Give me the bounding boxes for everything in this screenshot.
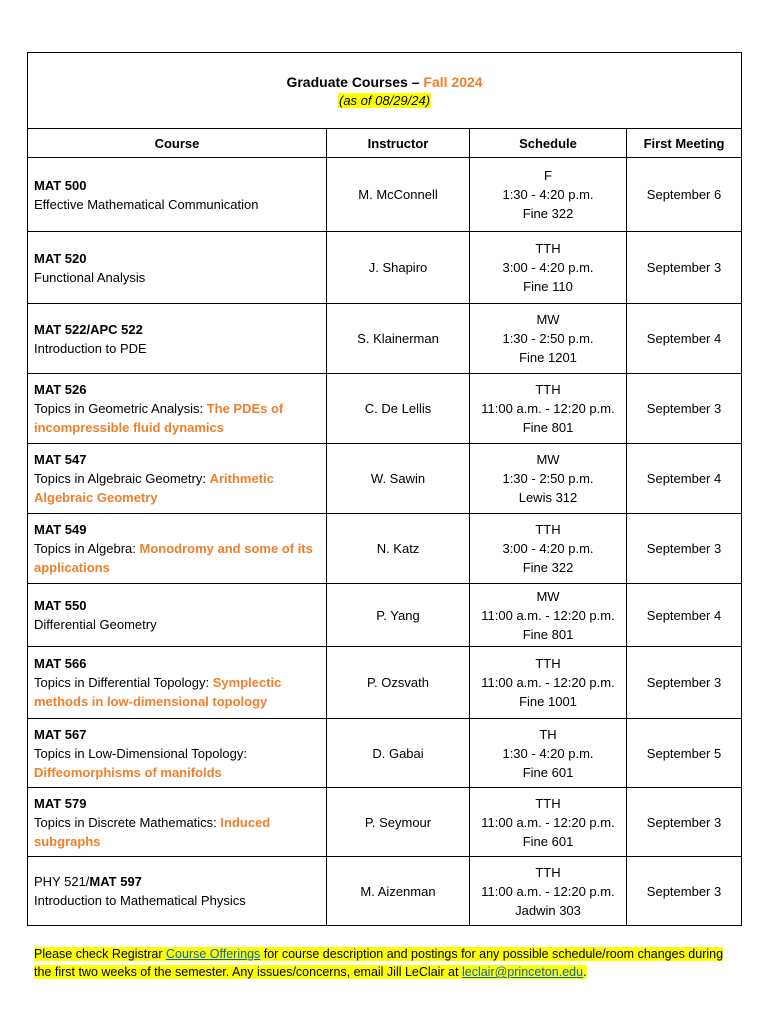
schedule-room: Jadwin 303 [515, 902, 581, 918]
table-row [28, 719, 742, 788]
schedule-days: MW [536, 312, 560, 327]
schedule-cell [470, 857, 627, 926]
table-row [28, 584, 742, 647]
schedule-room: Fine 1201 [519, 350, 577, 365]
schedule-cell [470, 304, 627, 374]
course-title: Topics in Discrete Mathematics: [34, 814, 221, 830]
schedule-days: TTH [535, 522, 561, 537]
first-meeting-cell: September 3 [627, 232, 742, 304]
schedule-days: F [544, 168, 552, 183]
schedule-days: TTH [535, 795, 561, 811]
instructor-cell: J. Shapiro [327, 232, 470, 304]
course-code-prefix: PHY 521/ [34, 874, 90, 889]
schedule-days: MW [536, 452, 560, 467]
schedule-time: 11:00 a.m. - 12:20 p.m. [481, 814, 615, 830]
instructor-cell: M. McConnell [327, 158, 470, 232]
course-code: MAT 522/APC 522 [34, 321, 143, 337]
course-code: MAT 567 [34, 726, 87, 742]
course-title: Topics in Geometric Analysis: [34, 401, 207, 416]
first-meeting-cell: September 6 [627, 158, 742, 232]
instructor-cell: S. Klainerman [327, 304, 470, 374]
note-part-2: for course description and postings for any possible schedule/room changes during the first two weeks of the semester. Any issues/concerns, email Jill LeClair at [34, 947, 724, 979]
first-meeting-cell: September 4 [627, 304, 742, 374]
schedule-time: 3:00 - 4:20 p.m. [502, 541, 594, 556]
course-code: MAT 550 [34, 598, 87, 613]
course-title: Effective Mathematical Communication [34, 196, 259, 212]
schedule-days: MW [536, 588, 560, 604]
schedule-cell [470, 232, 627, 304]
course-code: MAT 520 [34, 250, 87, 266]
schedule-room: Fine 1001 [519, 694, 577, 709]
course-cell [28, 232, 327, 304]
table-row [28, 444, 742, 514]
schedule-room: Lewis 312 [518, 490, 578, 505]
schedule-time: 11:00 a.m. - 12:20 p.m. [481, 675, 615, 690]
schedule-days: TTH [535, 241, 561, 256]
instructor-cell: N. Katz [327, 514, 470, 584]
note-text [34, 947, 723, 979]
course-title: Introduction to Mathematical Physics [34, 893, 246, 908]
course-title: Topics in Low-Dimensional Topology: [34, 745, 247, 761]
table-row [28, 232, 742, 304]
schedule-days: TTH [535, 864, 561, 880]
schedule-cell [470, 647, 627, 719]
course-title: Functional Analysis [34, 269, 146, 285]
table-row [28, 647, 742, 719]
course-title: Differential Geometry [34, 617, 157, 632]
course-cell [28, 719, 327, 788]
course-topic: Diffeomorphisms of manifolds [34, 764, 222, 780]
header-instructor: Instructor [327, 129, 470, 158]
first-meeting-cell: September 3 [627, 374, 742, 444]
header-first-meeting: First Meeting [627, 129, 742, 158]
course-cell [28, 514, 327, 584]
schedule-days: TTH [535, 382, 561, 397]
instructor-cell: C. De Lellis [327, 374, 470, 444]
first-meeting-cell: September 3 [627, 514, 742, 584]
course-cell [28, 647, 327, 719]
instructor-cell: P. Ozsvath [327, 647, 470, 719]
schedule-time: 11:00 a.m. - 12:20 p.m. [481, 883, 615, 899]
course-title: Topics in Algebraic Geometry: [34, 471, 210, 486]
course-topic: Monodromy and some of its applications [34, 541, 313, 575]
instructor-cell: M. Aizenman [327, 857, 470, 926]
as-of-date: (as of 08/29/24) [338, 92, 431, 108]
course-title: Introduction to PDE [34, 340, 147, 356]
course-code: MAT 526 [34, 382, 87, 397]
course-cell [28, 304, 327, 374]
table-row [28, 304, 742, 374]
schedule-cell [470, 374, 627, 444]
table-row [28, 514, 742, 584]
first-meeting-cell: September 3 [627, 788, 742, 857]
schedule-room: Fine 110 [523, 279, 573, 294]
schedule-time: 11:00 a.m. - 12:20 p.m. [481, 607, 615, 623]
course-cell [28, 857, 327, 926]
schedule-room: Fine 322 [522, 206, 574, 221]
course-offerings-link[interactable]: Course Offerings [166, 947, 261, 961]
table-row [28, 788, 742, 857]
schedule-days: TH [539, 726, 557, 742]
course-topic: Arithmetic Algebraic Geometry [34, 471, 274, 505]
course-topic: The PDEs of incompressible fluid dynamics [34, 401, 284, 435]
course-code: MAT 500 [34, 177, 87, 193]
schedule-room: Fine 601 [522, 764, 574, 780]
course-cell [28, 158, 327, 232]
note-part-1: Please check Registrar [34, 947, 167, 961]
first-meeting-cell: September 5 [627, 719, 742, 788]
schedule-time: 3:00 - 4:20 p.m. [502, 260, 594, 275]
schedule-time: 1:30 - 4:20 p.m. [502, 745, 594, 761]
course-topic: Induced subgraphs [34, 814, 271, 849]
course-code: MAT 566 [34, 656, 87, 671]
schedule-time: 11:00 a.m. - 12:20 p.m. [481, 401, 615, 416]
title-prefix: Graduate Courses – [286, 73, 424, 90]
schedule-days: TTH [535, 656, 561, 671]
table-row [28, 857, 742, 926]
schedule-time: 1:30 - 2:50 p.m. [502, 471, 594, 486]
schedule-room: Fine 322 [522, 560, 574, 575]
table-title-cell [28, 53, 742, 129]
course-cell [28, 444, 327, 514]
course-code: MAT 547 [34, 452, 87, 467]
instructor-cell: D. Gabai [327, 719, 470, 788]
header-course: Course [28, 129, 327, 158]
page-title [34, 74, 735, 90]
schedule-cell [470, 158, 627, 232]
schedule-cell [470, 584, 627, 647]
course-cell [28, 584, 327, 647]
instructor-cell: P. Yang [327, 584, 470, 647]
course-topic: Symplectic methods in low-dimensional topology [34, 675, 282, 709]
schedule-time: 1:30 - 2:50 p.m. [502, 331, 594, 346]
schedule-cell [470, 719, 627, 788]
first-meeting-cell: September 4 [627, 584, 742, 647]
table-row [28, 158, 742, 232]
header-row [28, 129, 742, 158]
course-cell [28, 374, 327, 444]
course-title: Topics in Differential Topology: [34, 675, 213, 690]
schedule-room: Fine 801 [522, 420, 574, 435]
schedule-room: Fine 801 [522, 626, 574, 642]
course-code: MAT 579 [34, 795, 87, 811]
note-part-3: . [583, 965, 587, 979]
course-schedule-table [27, 52, 742, 926]
registrar-note [34, 945, 739, 981]
instructor-cell: P. Seymour [327, 788, 470, 857]
first-meeting-cell: September 3 [627, 857, 742, 926]
instructor-cell: W. Sawin [327, 444, 470, 514]
first-meeting-cell: September 4 [627, 444, 742, 514]
header-schedule: Schedule [470, 129, 627, 158]
email-link[interactable]: leclair@princeton.edu [461, 965, 584, 979]
course-title: Topics in Algebra: [34, 541, 140, 556]
schedule-cell [470, 514, 627, 584]
schedule-room: Fine 601 [522, 833, 574, 849]
title-term: Fall 2024 [423, 73, 483, 90]
schedule-cell [470, 444, 627, 514]
course-code: MAT 549 [34, 522, 87, 537]
first-meeting-cell: September 3 [627, 647, 742, 719]
course-cell [28, 788, 327, 857]
table-row [28, 374, 742, 444]
course-code: MAT 597 [89, 874, 142, 889]
schedule-time: 1:30 - 4:20 p.m. [502, 187, 594, 202]
schedule-cell [470, 788, 627, 857]
